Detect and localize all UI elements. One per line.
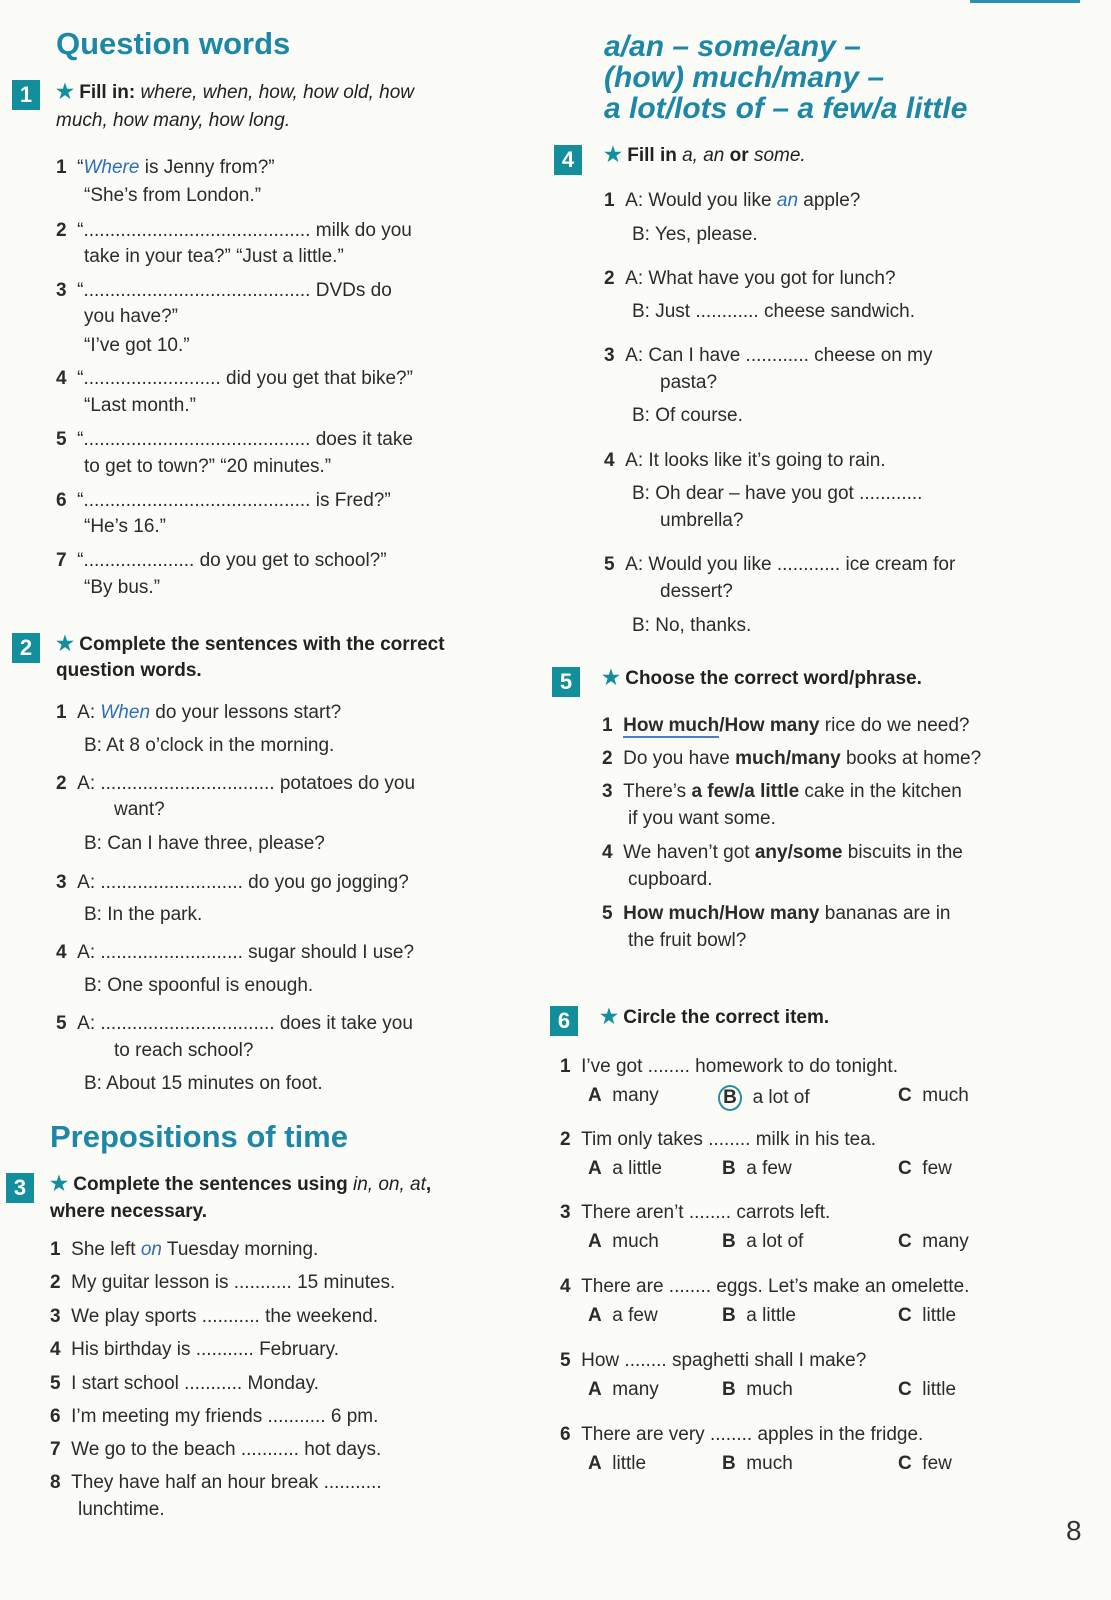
ex3-item-5: 5 I start school ........... Monday.: [50, 1373, 319, 1394]
ex5-item-5: 5 How much/How many bananas are in: [602, 903, 951, 924]
ex2-item-4: 4 A: ........................... sugar should I use?: [56, 942, 415, 963]
exercise-3-instruction: ★ Complete the sentences using in, on, at,: [50, 1173, 432, 1195]
exercise-badge-4: 4: [554, 145, 582, 175]
ex4-item-1: 1 A: Would you like an apple?: [604, 190, 861, 211]
ex1-item-7: 7 “..................... do you get to school?”: [56, 550, 387, 571]
ex1-item-4: 4 “.......................... did you get that bike?”: [56, 368, 413, 389]
ex6-item-1-option-b[interactable]: B a lot of: [722, 1085, 810, 1111]
ex1-item-5: 5 “........................................... does it take: [56, 429, 413, 450]
ex3-item-4: 4 His birthday is ........... February.: [50, 1339, 339, 1360]
ex6-item-1: 1 I’ve got ........ homework to do tonight.: [560, 1056, 898, 1077]
ex6-item-2-option-c[interactable]: C few: [898, 1158, 952, 1179]
star-icon: ★: [50, 1173, 68, 1195]
ex2-item-3: 3 A: ........................... do you go jogging?: [56, 872, 409, 893]
ex5-item-3: 3 There’s a few/a little cake in the kitchen: [602, 781, 962, 802]
ex6-item-3: 3 There aren’t ........ carrots left.: [560, 1202, 831, 1223]
ex4-item-3: 3 A: Can I have ............ cheese on my: [604, 345, 933, 366]
ex2-item-1: 1 A: When do your lessons start?: [56, 702, 342, 723]
ex6-item-5-option-c[interactable]: C little: [898, 1379, 957, 1400]
ex6-item-3-option-a[interactable]: A much: [588, 1231, 659, 1252]
exercise-badge-1: 1: [12, 80, 40, 110]
exercise-2-instruction: ★ Complete the sentences with the correct: [56, 633, 445, 655]
ex1-item-2: 2 “........................................... milk do you: [56, 220, 412, 241]
star-icon: ★: [602, 667, 620, 689]
ex3-item-7: 7 We go to the beach ........... hot days.: [50, 1439, 382, 1460]
ex3-item-6: 6 I’m meeting my friends ........... 6 pm.: [50, 1406, 379, 1427]
ex6-item-3-option-b[interactable]: B a lot of: [722, 1231, 804, 1252]
ex6-item-4-option-a[interactable]: A a few: [588, 1305, 658, 1326]
ex4-item-5: 5 A: Would you like ............ ice cream for: [604, 554, 956, 575]
exercise-5-instruction: ★ Choose the correct word/phrase.: [602, 667, 922, 689]
ex2-item-5: 5 A: ................................. does it take you: [56, 1013, 413, 1034]
ex6-item-5-option-a[interactable]: A many: [588, 1379, 659, 1400]
exercise-badge-6: 6: [550, 1006, 578, 1036]
ex1-item-6: 6 “........................................... is Fred?”: [56, 490, 391, 511]
ex3-item-8: 8 They have half an hour break ...........: [50, 1472, 382, 1493]
section-title-quantifiers-line3: a lot/lots of – a few/a little: [604, 92, 968, 125]
ex6-item-2-option-a[interactable]: A a little: [588, 1158, 662, 1179]
ex6-item-4: 4 There are ........ eggs. Let’s make an omelette.: [560, 1276, 970, 1297]
ex6-item-5: 5 How ........ spaghetti shall I make?: [560, 1350, 867, 1371]
star-icon: ★: [600, 1006, 618, 1028]
ex6-item-6-option-b[interactable]: B much: [722, 1453, 793, 1474]
ex6-item-3-option-c[interactable]: C many: [898, 1231, 969, 1252]
star-icon: ★: [604, 144, 622, 166]
ex6-item-4-option-b[interactable]: B a little: [722, 1305, 796, 1326]
exercise-6-instruction: ★ Circle the correct item.: [600, 1006, 830, 1028]
exercise-1-instruction: ★ Fill in: where, when, how, how old, how: [56, 81, 414, 103]
ex6-item-4-option-c[interactable]: C little: [898, 1305, 957, 1326]
exercise-badge-3: 3: [6, 1173, 34, 1203]
ex5-item-1: 1 How much/How many rice do we need?: [602, 715, 970, 736]
ex2-item-2: 2 A: ................................. potatoes do you: [56, 773, 416, 794]
ex6-item-2: 2 Tim only takes ........ milk in his tea.: [560, 1129, 877, 1150]
ex6-item-1-option-c[interactable]: C much: [898, 1085, 969, 1106]
section-title-question-words: Question words: [56, 26, 291, 61]
ex6-item-1-option-a[interactable]: A many: [588, 1085, 659, 1106]
top-accent-line: [970, 0, 1080, 3]
ex6-item-6: 6 There are very ........ apples in the fridge.: [560, 1424, 924, 1445]
star-icon: ★: [56, 633, 74, 655]
section-title-quantifiers-line1: a/an – some/any –: [604, 30, 861, 63]
ex6-item-5-option-b[interactable]: B much: [722, 1379, 793, 1400]
star-icon: ★: [56, 81, 74, 103]
section-title-quantifiers-line2: (how) much/many –: [604, 61, 885, 94]
ex4-item-2: 2 A: What have you got for lunch?: [604, 268, 896, 289]
ex3-item-3: 3 We play sports ........... the weekend.: [50, 1306, 379, 1327]
page-number: 8: [1066, 1515, 1082, 1546]
ex1-item-3: 3 “........................................... DVDs do: [56, 280, 392, 301]
section-title-prepositions: Prepositions of time: [50, 1119, 348, 1154]
ex5-item-2: 2 Do you have much/many books at home?: [602, 748, 982, 769]
exercise-4-instruction: ★ Fill in a, an or some.: [604, 144, 806, 166]
ex6-item-2-option-b[interactable]: B a few: [722, 1158, 792, 1179]
exercise-badge-2: 2: [12, 633, 40, 663]
ex6-item-6-option-c[interactable]: C few: [898, 1453, 952, 1474]
ex6-item-6-option-a[interactable]: A little: [588, 1453, 647, 1474]
ex3-item-2: 2 My guitar lesson is ........... 15 minutes.: [50, 1272, 396, 1293]
ex1-item-1: 1 “Where is Jenny from?”: [56, 157, 275, 178]
ex5-item-4: 4 We haven’t got any/some biscuits in the: [602, 842, 963, 863]
exercise-badge-5: 5: [552, 667, 580, 697]
ex4-item-4: 4 A: It looks like it’s going to rain.: [604, 450, 886, 471]
ex3-item-1: 1 She left on Tuesday morning.: [50, 1239, 319, 1260]
